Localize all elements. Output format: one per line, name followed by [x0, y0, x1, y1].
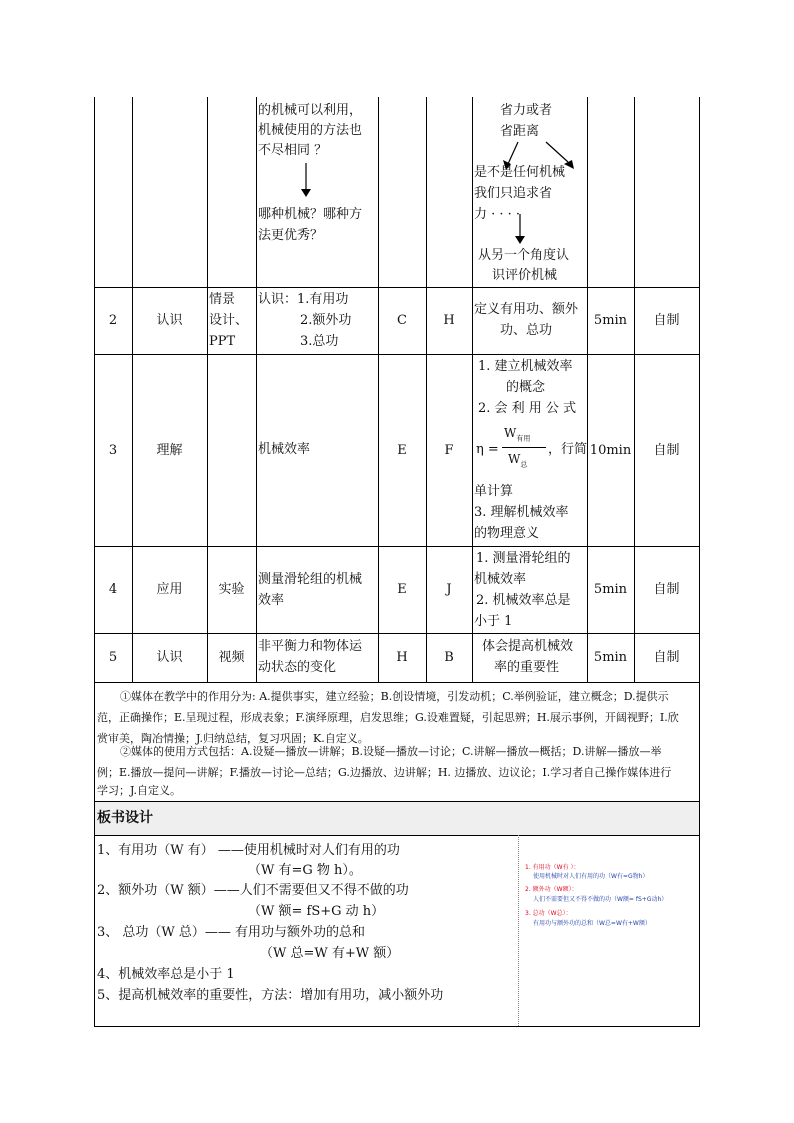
r0-target-line: 是不是任何机械 — [474, 165, 566, 180]
note-line: 范，正确操作；E.呈现过程，形成表象；F.演绎原理，启发思维；G.设难置疑，引起思辨；H.展示事例，开阔视野；I.欣 — [97, 711, 679, 724]
r0-target-line: 识评价机械 — [492, 268, 558, 283]
down-arrow-icon — [510, 214, 530, 246]
r3-target-line: 3. 理解机械效率 — [474, 505, 569, 520]
r4-target-line: 2. 机械效率总是 — [476, 593, 571, 608]
formula-denominator — [508, 452, 527, 471]
board-line: （W 总=W 有+W 额） — [260, 946, 400, 961]
r5-way: B — [444, 650, 454, 665]
r3-target-line: 的物理意义 — [474, 526, 540, 541]
formula-eta: η = — [476, 442, 499, 457]
r0-target-line: 从另一个角度认 — [478, 248, 570, 263]
r4-target-line: 机械效率 — [474, 572, 527, 587]
row-line — [94, 835, 700, 836]
r2-content-line: 3.总功 — [300, 334, 339, 349]
r3-target-line: 的概念 — [506, 380, 546, 395]
r4-number: 4 — [108, 582, 118, 597]
r5-role: H — [396, 650, 408, 665]
r5-content-line: 动状态的变化 — [258, 660, 337, 675]
r0-target-line: 省力或者 — [500, 103, 553, 118]
r4-target-line: 小于 1 — [474, 614, 513, 629]
slide-line-red: 1. 有用功（W有 ）： — [525, 864, 580, 871]
r4-level: 应用 — [156, 582, 183, 597]
slide-line-blue: 人们不需要但又不得不做的功（W额= fS+G动h） — [533, 896, 668, 903]
r4-media: 实验 — [218, 582, 245, 597]
r2-target-line: 定义有用功、额外 — [474, 302, 579, 317]
r3-level: 理解 — [156, 442, 183, 458]
board-divider — [518, 835, 519, 1026]
r2-time: 5min — [593, 313, 628, 328]
r2-media-line: 设计、 — [209, 313, 249, 328]
r2-way: H — [443, 313, 455, 328]
formula-tail: ，行简 — [548, 442, 588, 457]
r0-content-line: 机械使用的方法也 — [258, 123, 363, 138]
r2-source: 自制 — [653, 313, 680, 328]
r0-target-line: 力 · · · · — [474, 207, 521, 222]
note-line: ②媒体的使用方式包括：A.设疑—播放—讲解；B.设疑—播放—讨论；C.讲解—播放—概括；D.讲解—播放—举 — [120, 745, 662, 758]
r0-target-line: 我们只追求省 — [474, 186, 553, 201]
down-arrow-icon — [296, 163, 316, 199]
formula-den-symbol: W — [508, 452, 521, 466]
note-line: ①媒体在教学中的作用分为: A.提供事实，建立经验；B.创设情境，引发动机；C.举例验证，建立概念；D.提供示 — [120, 690, 669, 703]
r2-media-line: PPT — [209, 334, 236, 349]
board-line: （W 额= fS+G 动 h） — [248, 904, 385, 919]
note-line: 学习；J.自定义。 — [97, 784, 182, 797]
r5-number: 5 — [108, 650, 118, 665]
row-line — [94, 682, 700, 683]
board-line: 1、有用功（W 有） ——使用机械时对人们有用的功 — [97, 843, 400, 858]
board-line: 4、机械效率总是小于 1 — [97, 967, 235, 982]
r2-level: 认识 — [156, 313, 183, 328]
r4-source: 自制 — [653, 582, 680, 597]
r2-content-line: 认识：1.有用功 — [258, 292, 349, 307]
r2-number: 2 — [108, 313, 118, 328]
r3-target-line: 单计算 — [474, 484, 514, 499]
r5-time: 5min — [593, 650, 628, 665]
r3-content: 机械效率 — [258, 442, 311, 457]
note-line: 赏审美，陶冶情操；J.归纳总结，复习巩固；K.自定义。 — [97, 732, 369, 745]
r0-target-line: 省距离 — [500, 124, 540, 139]
r2-media-line: 情景 — [209, 292, 236, 307]
r4-role: E — [397, 582, 407, 597]
r2-content-line: 2.额外功 — [300, 313, 352, 328]
slide-line-blue: 有用功与额外功的总和（W总=W有+W额） — [533, 920, 651, 927]
slide-line-red: 3. 总功（W总）： — [525, 910, 572, 917]
board-line: 3、 总功（W 总）—— 有用功与额外功的总和 — [97, 925, 366, 940]
r0-content-line: 哪种机械？哪种方 — [258, 207, 363, 222]
r0-content-line: 的机械可以利用， — [258, 103, 363, 118]
formula-den-sub: 总 — [520, 460, 528, 469]
r3-target-line: 1. 建立机械效率 — [478, 359, 573, 374]
border-right — [699, 97, 700, 1027]
col-line — [256, 97, 257, 682]
board-line: 5、提高机械效率的重要性，方法：增加有用功，减小额外功 — [97, 988, 444, 1003]
slide-line-blue: 使用机械时对人们有用的功（W有=G物h） — [533, 873, 649, 880]
r4-content-line: 效率 — [258, 593, 285, 608]
r2-target-line: 功、总功 — [500, 323, 553, 338]
r3-number: 3 — [108, 442, 118, 458]
r5-source: 自制 — [653, 650, 680, 665]
r3-role: E — [397, 442, 407, 458]
r4-way: J — [446, 582, 452, 597]
board-line: 2、额外功（W 额）——人们不需要但又不得不做的功 — [97, 883, 409, 898]
formula-num-symbol: W — [504, 426, 517, 440]
slide-line-red: 2. 额外功（W额）： — [525, 886, 578, 893]
border-bottom — [94, 1026, 700, 1027]
r3-target-line: 2. 会 利 用 公 式 — [478, 401, 577, 416]
board-title-bar — [95, 802, 699, 835]
r5-target-line: 体会提高机械效 — [482, 639, 574, 654]
r5-target-line: 率的重要性 — [494, 660, 560, 675]
board-line: （W 有=G 物 h）。 — [248, 863, 362, 878]
r3-way: F — [444, 442, 454, 458]
note-line: 例；E.播放—提问—讲解；F.播放—讨论—总结；G.边播放、边讲解；H. 边播放、边议论；I.学习者自己操作媒体进行 — [97, 766, 672, 779]
r5-level: 认识 — [156, 650, 183, 665]
r2-role: C — [397, 313, 407, 328]
col-line — [472, 97, 473, 682]
r0-content-line: 法更优秀？ — [258, 228, 324, 243]
formula-num-sub: 有用 — [516, 434, 531, 443]
r4-content-line: 测量滑轮组的机械 — [258, 572, 363, 587]
r5-content-line: 非平衡力和物体运 — [258, 639, 363, 654]
r3-source: 自制 — [653, 442, 680, 458]
r3-time: 10min — [589, 442, 632, 458]
r4-time: 5min — [593, 582, 628, 597]
fraction-bar — [502, 447, 546, 448]
r0-content-line: 不尽相同 ？ — [258, 143, 328, 158]
r5-media: 视频 — [218, 650, 245, 665]
board-title: 板书设计 — [97, 810, 153, 826]
formula-numerator — [504, 426, 530, 445]
r4-target-line: 1. 测量滑轮组的 — [476, 551, 571, 566]
